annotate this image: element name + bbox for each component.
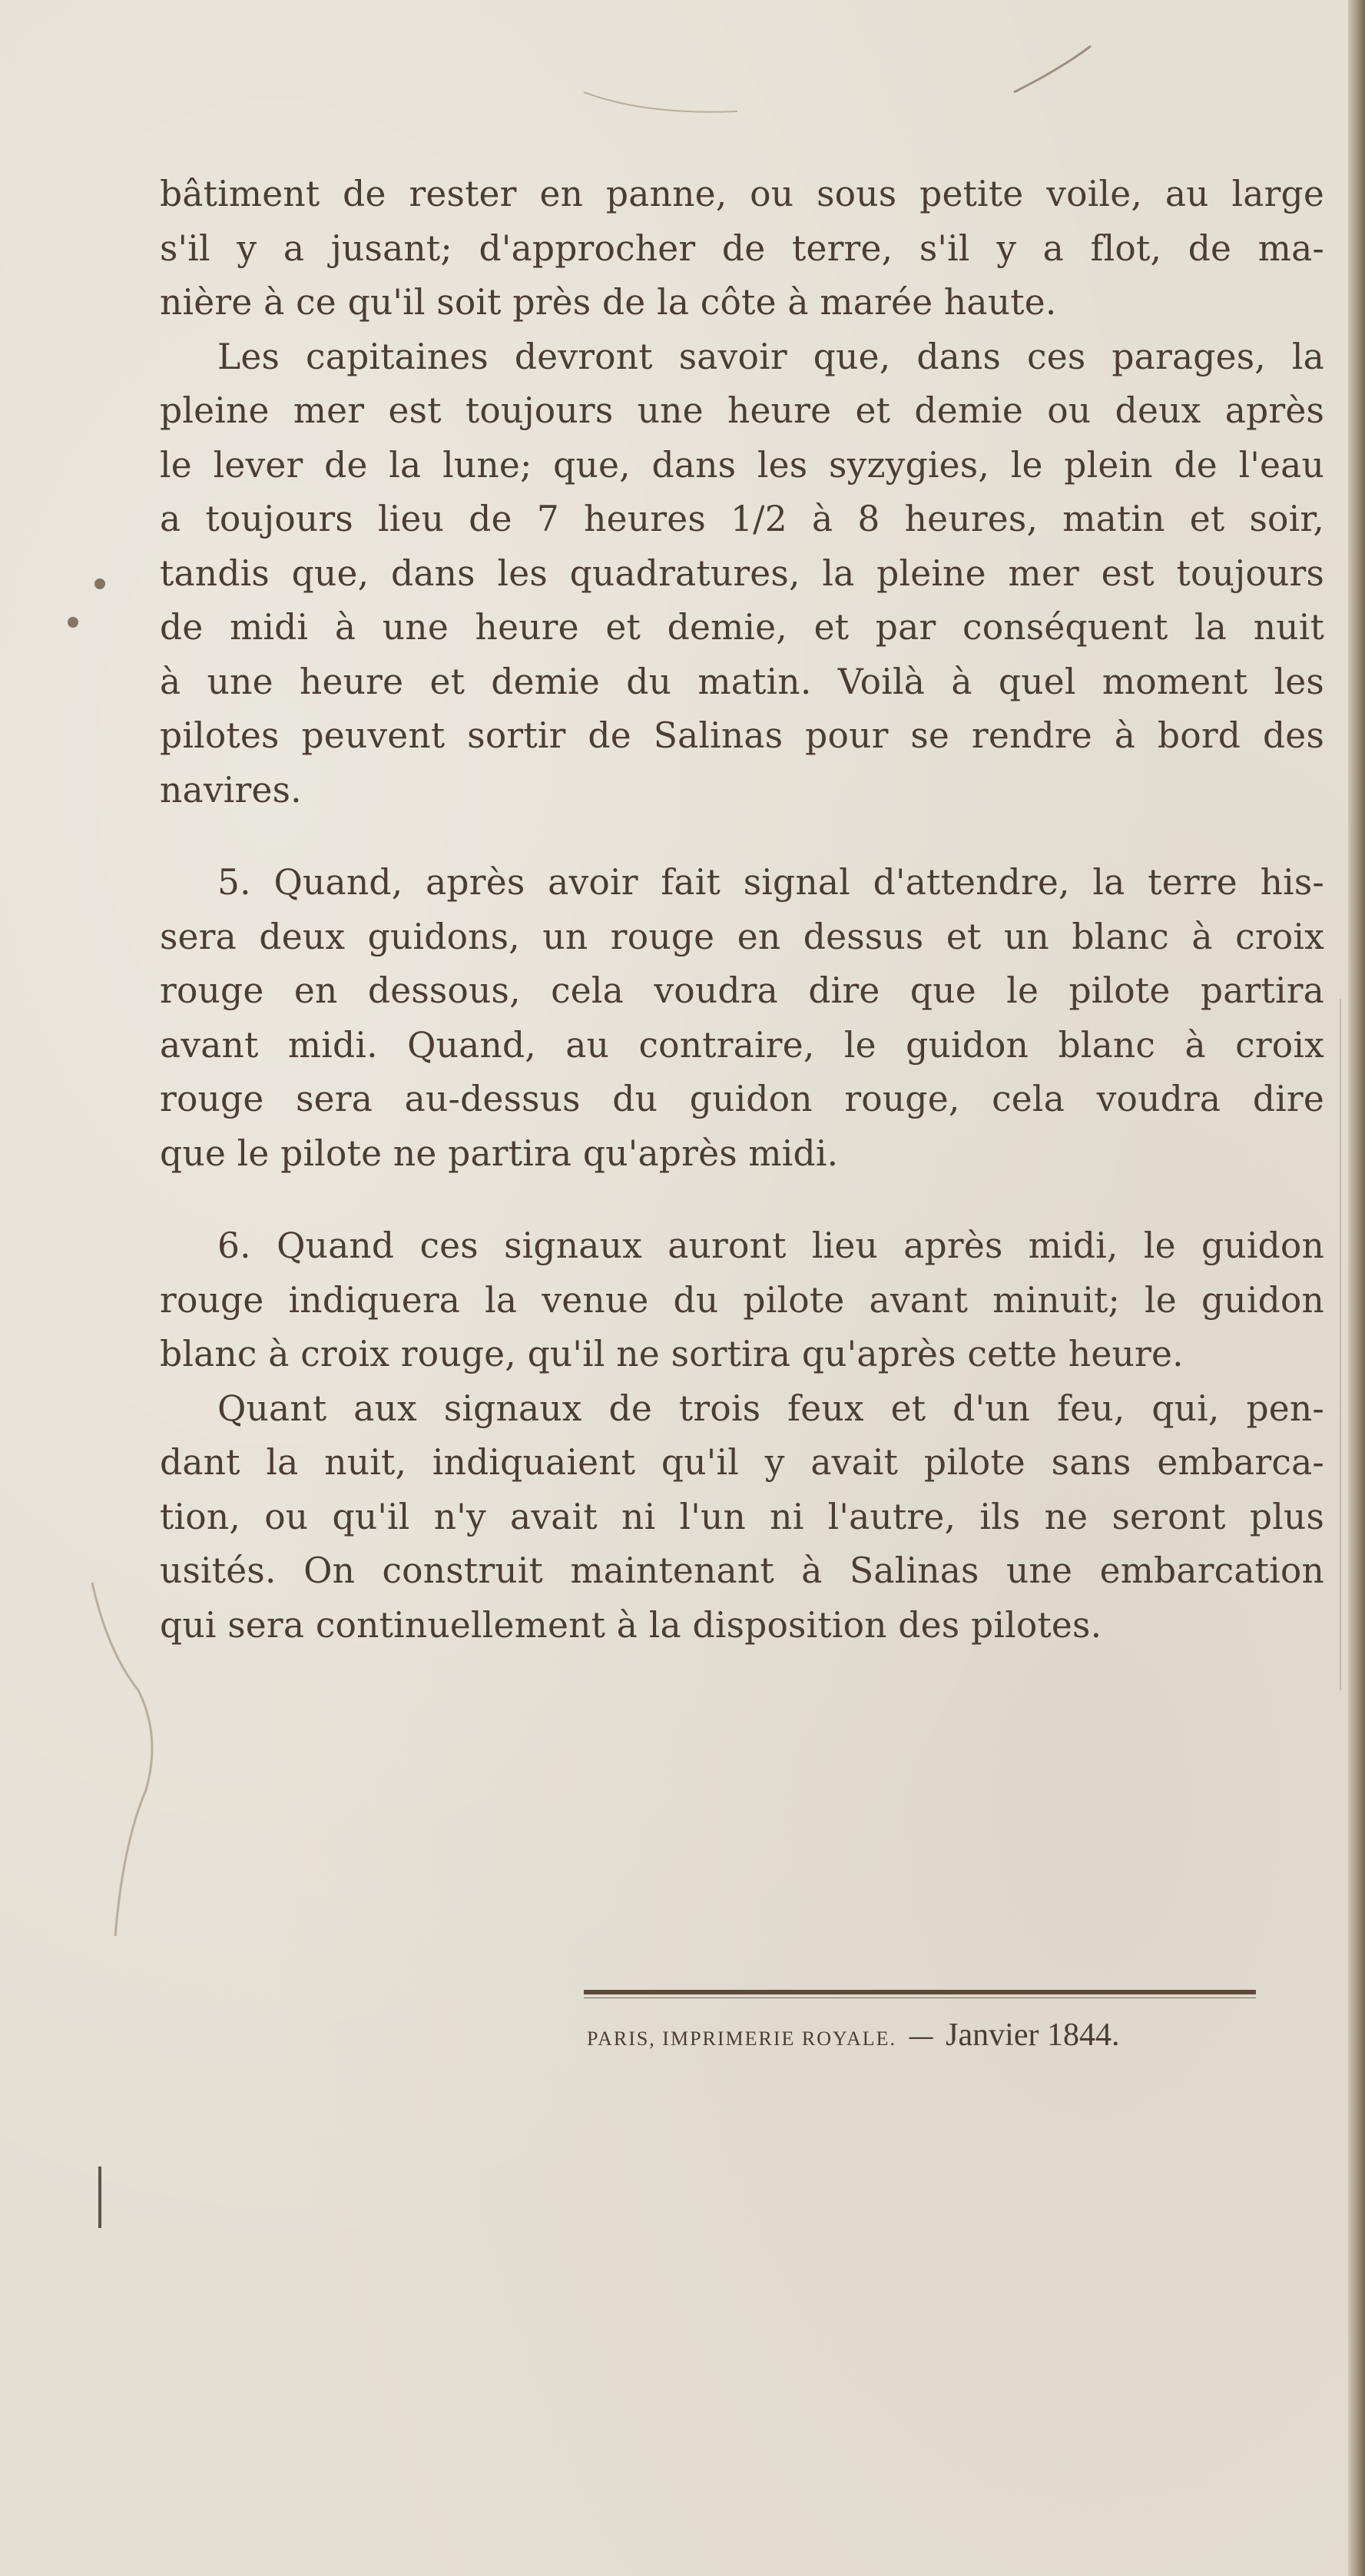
text-line: Les capitaines devront savoir que, dans ces parages, la xyxy=(217,336,1324,377)
text-line: usités. On construit maintenant à Salinas une embarcation xyxy=(160,1550,1324,1591)
text-line: 5. Quand, après avoir fait signal d'attendre, la terre his- xyxy=(217,862,1324,903)
text-line: blanc à croix rouge, qu'il ne sortira qu'après cette heure. xyxy=(160,1334,1184,1374)
imprint-date: Janvier 1844. xyxy=(946,2017,1120,2053)
text-line: dant la nuit, indiquaient qu'il y avait pilote sans embarca- xyxy=(160,1442,1324,1483)
text-line: à une heure et demie du matin. Voilà à quel moment les xyxy=(160,661,1324,702)
paragraph-2 xyxy=(160,330,1324,764)
text-line: de midi à une heure et demie, et par conséquent la nuit xyxy=(160,607,1324,648)
paragraph-1-end xyxy=(160,276,1324,330)
page-text xyxy=(160,167,1324,1653)
paragraph-signals xyxy=(160,1382,1324,1599)
imprint-place: PARIS, IMPRIMERIE ROYALE. xyxy=(587,2027,896,2050)
paragraph-6-end xyxy=(160,1328,1324,1382)
imprint-dash: — xyxy=(908,2021,935,2052)
text-line: pilotes peuvent sortir de Salinas pour se rendre à bord des xyxy=(160,715,1324,756)
imprint-rule xyxy=(584,1990,1256,1994)
text-line: Quant aux signaux de trois feux et d'un feu, qui, pen- xyxy=(217,1387,1324,1429)
paragraph-5 xyxy=(160,856,1324,1127)
text-line: pleine mer est toujours une heure et demie ou deux après xyxy=(160,390,1324,431)
text-line: rouge sera au-dessus du guidon rouge, cela voudra dire xyxy=(160,1079,1324,1119)
text-line: rouge en dessous, cela voudra dire que le pilote partira xyxy=(160,970,1324,1011)
text-line: a toujours lieu de 7 heures 1/2 à 8 heures, matin et soir, xyxy=(160,499,1324,539)
text-line: rouge indiquera la venue du pilote avant minuit; le guidon xyxy=(160,1279,1324,1321)
text-line: que le pilote ne partira qu'après midi. xyxy=(160,1132,839,1174)
text-line: s'il y a jusant; d'approcher de terre, s'il y a flot, de ma- xyxy=(160,227,1324,269)
paragraph-5-end xyxy=(160,1127,1324,1182)
paragraph-signals-end xyxy=(160,1599,1324,1653)
text-line: navires. xyxy=(160,769,302,811)
imprint-rule-thin xyxy=(584,1997,1256,1998)
text-line: 6. Quand ces signaux auront lieu après midi, le guidon xyxy=(217,1225,1324,1266)
text-line: nière à ce qu'il soit près de la côte à marée haute. xyxy=(160,282,1057,323)
text-line: sera deux guidons, un rouge en dessus et un blanc à croix xyxy=(160,916,1324,957)
text-line: le lever de la lune; que, dans les syzygies, le plein de l'eau xyxy=(160,444,1324,486)
text-line: tandis que, dans les quadratures, la pleine mer est toujours xyxy=(160,552,1324,594)
text-line: bâtiment de rester en panne, ou sous petite voile, au large xyxy=(160,174,1324,214)
text-line: avant midi. Quand, au contraire, le guidon blanc à croix xyxy=(160,1024,1324,1066)
text-line: tion, ou qu'il n'y avait ni l'un ni l'autre, ils ne seront plus xyxy=(160,1496,1324,1537)
imprint xyxy=(587,2017,1263,2054)
paragraph-2-end xyxy=(160,764,1324,818)
paragraph-1 xyxy=(160,167,1324,276)
paragraph-6 xyxy=(160,1219,1324,1328)
page-edge xyxy=(1348,0,1365,2576)
text-line: qui sera continuellement à la disposition des pilotes. xyxy=(160,1604,1102,1646)
